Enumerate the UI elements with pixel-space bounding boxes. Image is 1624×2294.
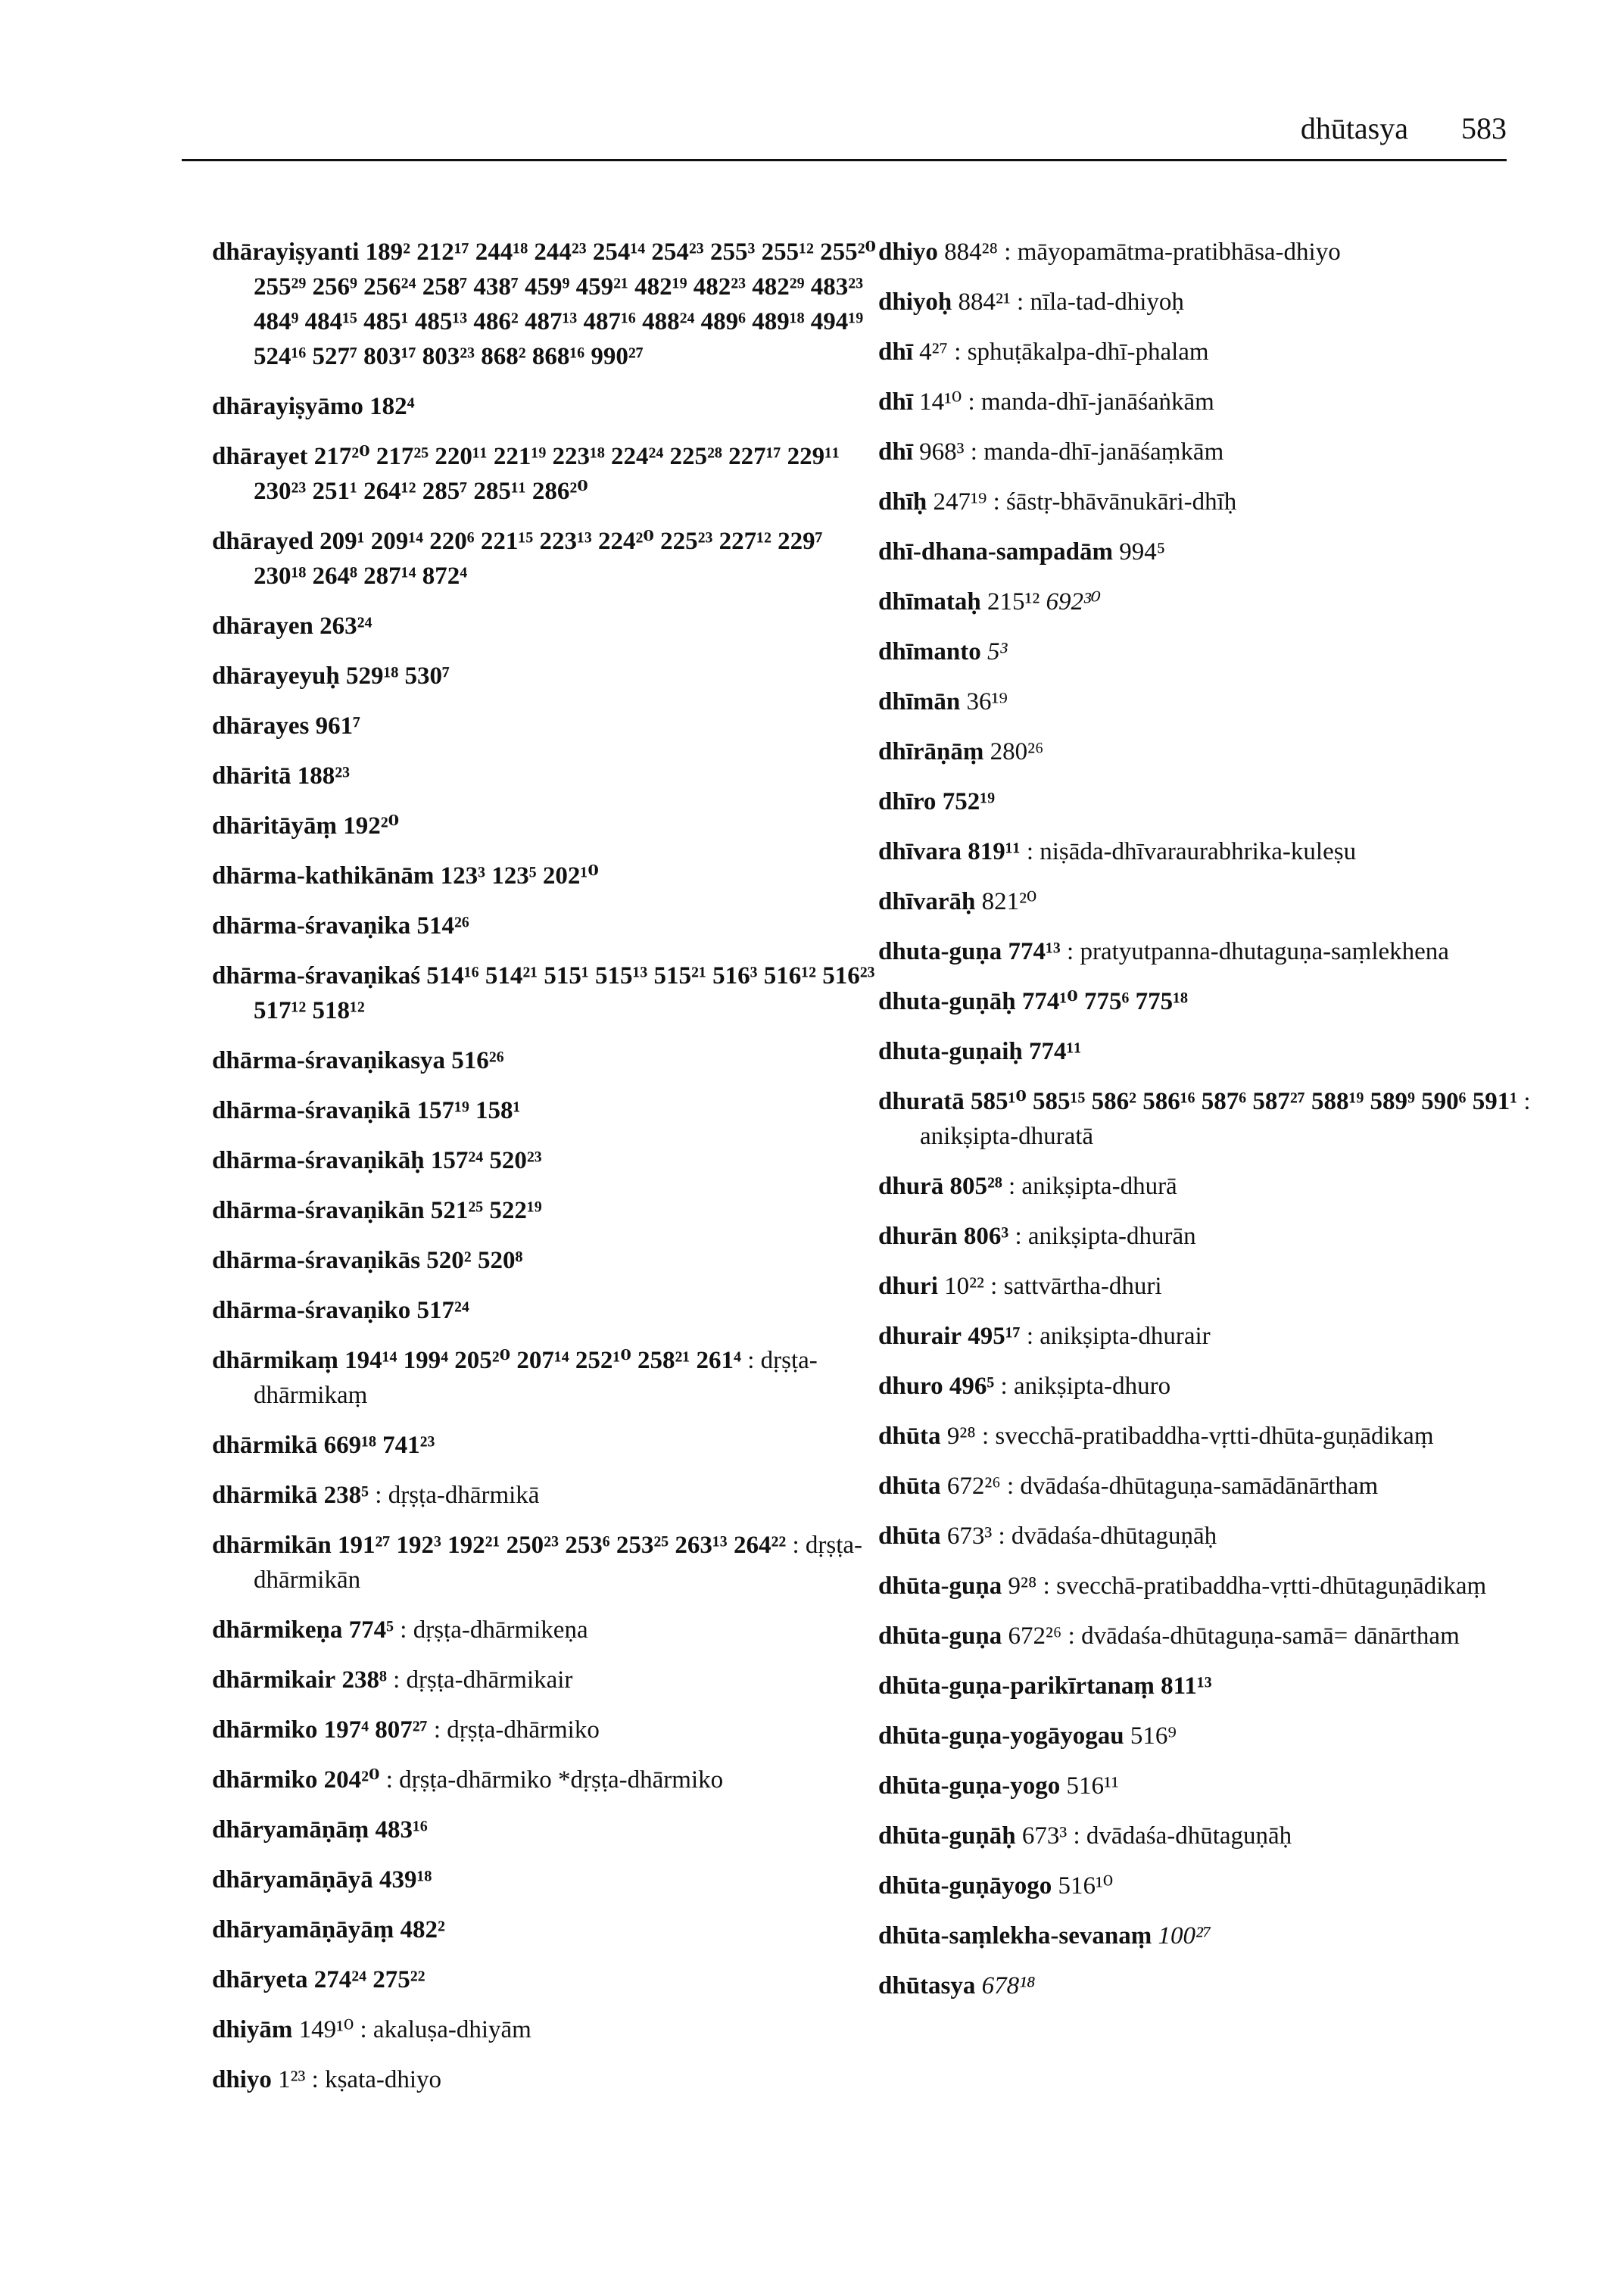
index-entry [212, 1093, 878, 1128]
compound-gloss: : anikṣipta-dhuratā [920, 1088, 1531, 1150]
headword: dhīmanto [878, 638, 981, 665]
page-references: 5³ [987, 638, 1008, 665]
page-references-italic: 692³⁰ [1046, 588, 1102, 616]
headword: dhārma-śravaṇikān [212, 1197, 425, 1224]
page-references: 274²⁴ 275²² [313, 1966, 425, 1993]
page-references: 811¹³ [1161, 1672, 1212, 1700]
compound-gloss: : dvādaśa-dhūtaguṇa-samā= dānārtham [1068, 1622, 1460, 1650]
headword: dhiyo [212, 2066, 272, 2093]
index-entry [878, 335, 1545, 369]
headword: dhīro [878, 788, 937, 815]
index-entry [878, 834, 1545, 869]
index-entry [212, 1613, 878, 1647]
page-references: 496⁵ [949, 1373, 995, 1400]
index-entry [212, 2062, 878, 2097]
page-header [182, 106, 1507, 161]
index-entry [212, 2012, 878, 2047]
page-references: 673³ [946, 1523, 993, 1550]
index-entry [212, 1962, 878, 1997]
page-references: 774¹⁰ 775⁶ 775¹⁸ [1021, 988, 1188, 1015]
page-references: 100²⁷ [1158, 1922, 1212, 1950]
index-entry [878, 984, 1545, 1019]
index-entry [212, 609, 878, 644]
page-references: 204²⁰ [323, 1766, 380, 1794]
index-entry [878, 235, 1545, 270]
page-references: 1²³ [278, 2066, 306, 2093]
compound-gloss: : dṛṣṭa-dhārmikeṇa [400, 1616, 588, 1644]
compound-gloss: : dṛṣṭa-dhārmikān [254, 1532, 863, 1594]
index-entry [878, 385, 1545, 419]
compound-gloss: : dvādaśa-dhūtaguṇāḥ [998, 1523, 1217, 1550]
index-entry [878, 1869, 1545, 1903]
index-entry [212, 1663, 878, 1697]
page-references: 9²⁸ [946, 1423, 976, 1450]
index-entry [212, 1143, 878, 1178]
index-entry [878, 435, 1545, 469]
headword: dhīmān [878, 688, 961, 715]
headword: dhūta [878, 1473, 941, 1500]
page-references: 774¹³ [1008, 938, 1061, 965]
page-references: 819¹¹ [968, 838, 1021, 865]
page-references: 263²⁴ [320, 612, 372, 640]
headword: dhiyoḥ [878, 288, 952, 316]
compound-gloss: : nīla-tad-dhiyoḥ [1017, 288, 1184, 316]
page-references: 961⁷ [315, 712, 360, 740]
headword: dhārma-śravaṇikasya [212, 1047, 446, 1074]
index-entry [212, 709, 878, 743]
headword: dhārmikair [212, 1666, 336, 1694]
headword: dhāryamāṇāṃ [212, 1816, 369, 1844]
compound-gloss: : kṣata-dhiyo [311, 2066, 442, 2093]
headword: dhuratā [878, 1088, 965, 1115]
compound-gloss: : akaluṣa-dhiyām [360, 2016, 531, 2043]
headword: dhīrāṇāṃ [878, 738, 984, 765]
headword: dhuro [878, 1373, 943, 1400]
headword: dhuta-guṇa [878, 938, 1002, 965]
page-references: 669¹⁸ 741²³ [323, 1432, 435, 1459]
index-entry [878, 1419, 1545, 1454]
headword: dhārma-śravaṇikaś [212, 962, 421, 990]
index-entry [878, 1034, 1545, 1069]
headword: dhūta [878, 1523, 941, 1550]
index-entry [878, 934, 1545, 969]
compound-gloss: : dṛṣṭa-dhārmiko *dṛṣṭa-dhārmiko [385, 1766, 724, 1794]
compound-gloss: : anikṣipta-dhurān [1015, 1223, 1196, 1250]
compound-gloss: : sphuṭākalpa-dhī-phalam [954, 338, 1209, 366]
compound-gloss: : anikṣipta-dhuro [1000, 1373, 1171, 1400]
page-references: 10²² [944, 1273, 984, 1300]
index-entry [878, 884, 1545, 919]
headword: dhārma-śravaṇikā [212, 1097, 411, 1124]
page-references: 516²⁶ [451, 1047, 504, 1074]
right-column [878, 235, 1545, 2018]
index-entry [878, 1669, 1545, 1703]
page-references: 482² [400, 1916, 445, 1943]
headword: dhārayiṣyanti [212, 238, 360, 266]
index-entry [878, 535, 1545, 569]
headword: dhūta-guṇāyogo [878, 1872, 1052, 1900]
headword: dhurair [878, 1323, 962, 1350]
page-references: 805²⁸ [949, 1173, 1002, 1200]
page-references: 439¹⁸ [379, 1866, 432, 1893]
index-entry [878, 1918, 1545, 1953]
page-references: 123³ 123⁵ 202¹⁰ [440, 862, 599, 890]
index-entry [878, 634, 1545, 669]
compound-gloss: : māyopamātma-pratibhāsa-dhiyo [1004, 238, 1341, 266]
page-references: 280²⁶ [990, 738, 1044, 765]
headword: dhīmataḥ [878, 588, 981, 616]
headword: dhī-dhana-sampadām [878, 538, 1113, 566]
headword: dhārmiko [212, 1716, 318, 1744]
index-entry [878, 1469, 1545, 1504]
headword: dhārayet [212, 443, 308, 470]
page-references: 821²⁰ [981, 888, 1037, 915]
page-references: 516⁹ [1130, 1722, 1177, 1750]
index-entry [212, 759, 878, 793]
headword: dhūta-guṇa-yogāyogau [878, 1722, 1124, 1750]
index-entry [878, 285, 1545, 319]
index-entry [878, 1619, 1545, 1653]
compound-gloss: : dṛṣṭa-dhārmikaṃ [254, 1347, 818, 1409]
compound-gloss: : manda-dhī-janāśaṃkām [970, 438, 1224, 466]
index-entry [878, 684, 1545, 719]
headword: dhūta [878, 1423, 941, 1450]
index-entry [212, 1043, 878, 1078]
headword: dhārma-kathikānām [212, 862, 435, 890]
index-entry [212, 1812, 878, 1847]
index-entry [212, 1293, 878, 1328]
index-entry [212, 439, 878, 509]
compound-gloss: : svecchā-pratibaddha-vṛtti-dhūtaguṇādikaṃ [1043, 1572, 1487, 1600]
index-entry [878, 1169, 1545, 1204]
headword: dhāritā [212, 762, 291, 790]
page-references: 672²⁶ [946, 1473, 1001, 1500]
left-column [212, 235, 878, 2112]
page-references: 521²⁵ 522¹⁹ [430, 1197, 542, 1224]
headword: dhurā [878, 1173, 944, 1200]
running-head: dhūtasya [1300, 111, 1408, 145]
headword: dhārma-śravaṇikās [212, 1247, 421, 1274]
compound-gloss: : anikṣipta-dhurā [1008, 1173, 1177, 1200]
headword: dhīvarāḥ [878, 888, 976, 915]
headword: dhī [878, 388, 913, 416]
headword: dhārma-śravaṇikāḥ [212, 1147, 425, 1174]
headword: dhārmiko [212, 1766, 318, 1794]
headword: dhārma-śravaṇika [212, 912, 411, 940]
page-references: 673³ [1021, 1822, 1068, 1850]
index-entry [212, 859, 878, 893]
index-entry [212, 909, 878, 943]
page-references: 9²⁸ [1008, 1572, 1037, 1600]
index-entry [878, 1569, 1545, 1604]
index-entry [878, 1319, 1545, 1354]
headword: dhārayes [212, 712, 310, 740]
page-references: 36¹⁹ [966, 688, 1008, 715]
page-references: 968³ [919, 438, 965, 466]
headword: dhāryamāṇāyā [212, 1866, 373, 1893]
headword: dhāryeta [212, 1966, 308, 1993]
index-entry [212, 1478, 878, 1513]
page-references: 884²⁸ [944, 238, 999, 266]
compound-gloss: : dṛṣṭa-dhārmikair [393, 1666, 573, 1694]
page-references: 194¹⁴ 199⁴ 205²⁰ 207¹⁴ 252¹⁰ 258²¹ 261⁴ [344, 1347, 741, 1374]
index-entry [878, 1719, 1545, 1753]
headword: dhārmikaṃ [212, 1347, 338, 1374]
index-entry [212, 1343, 878, 1413]
index-entry [878, 485, 1545, 519]
compound-gloss: : sattvārtha-dhuri [990, 1273, 1162, 1300]
index-entry [212, 809, 878, 843]
index-entry [878, 1269, 1545, 1304]
index-entry [878, 734, 1545, 769]
index-entry [212, 958, 878, 1028]
page-references: 192²⁰ [343, 812, 400, 840]
page-references: 516¹¹ [1066, 1772, 1119, 1800]
page-references: 197⁴ 807²⁷ [323, 1716, 428, 1744]
page-references: 188²³ [297, 762, 351, 790]
compound-gloss: : śāstṛ-bhāvānukāri-dhīḥ [993, 488, 1237, 516]
page-references: 182⁴ [369, 393, 415, 420]
index-entry [878, 1769, 1545, 1803]
headword: dhārayeyuḥ [212, 662, 340, 690]
headword: dhārayed [212, 528, 313, 555]
index-entry [878, 1519, 1545, 1554]
headword: dhārmikā [212, 1432, 318, 1459]
page-references: 157²⁴ 520²³ [430, 1147, 542, 1174]
headword: dhāryamāṇāyāṃ [212, 1916, 394, 1943]
page-references: 520² 520⁸ [426, 1247, 523, 1274]
compound-gloss: : dṛṣṭa-dhārmikā [375, 1482, 540, 1509]
headword: dhīḥ [878, 488, 927, 516]
index-entry [212, 1763, 878, 1797]
index-entry [878, 1219, 1545, 1254]
page-references: 806³ [963, 1223, 1009, 1250]
page-references: 678¹⁸ [981, 1972, 1036, 1999]
page-references: 191²⁷ 192³ 192²¹ 250²³ 253⁶ 253²⁵ 263¹³ 264²² [337, 1532, 787, 1559]
page-references: 514¹⁶ 514²¹ 515¹ 515¹³ 515²¹ 516³ 516¹² 516²³ 517¹² 518¹² [254, 962, 875, 1024]
compound-gloss: : anikṣipta-dhurair [1026, 1323, 1211, 1350]
compound-gloss: : dvādaśa-dhūtaguṇāḥ [1073, 1822, 1292, 1850]
page-references: 157¹⁹ 158¹ [416, 1097, 521, 1124]
headword: dhārayiṣyāmo [212, 393, 363, 420]
headword: dhuta-guṇaiḥ [878, 1038, 1023, 1065]
headword: dhūta-saṃlekha-sevanaṃ [878, 1922, 1152, 1950]
page-references: 752¹⁹ [942, 788, 995, 815]
page-references: 514²⁶ [416, 912, 469, 940]
page-references: 529¹⁸ 530⁷ [345, 662, 450, 690]
page-references: 516¹⁰ [1058, 1872, 1114, 1900]
headword: dhuri [878, 1273, 938, 1300]
page-references: 209¹ 209¹⁴ 220⁶ 221¹⁵ 223¹³ 224²⁰ 225²³ 227¹² 229⁷ 230¹⁸ 264⁸ 287¹⁴ 872⁴ [254, 528, 823, 590]
page-references: 238⁸ [341, 1666, 387, 1694]
page-number: 583 [1461, 111, 1507, 145]
page-references: 672²⁶ [1008, 1622, 1062, 1650]
index-entry [878, 784, 1545, 819]
headword: dhī [878, 438, 913, 466]
headword: dhārmikā [212, 1482, 318, 1509]
index-entry [212, 389, 878, 424]
index-entry [878, 1084, 1545, 1154]
page-references: 189² 212¹⁷ 244¹⁸ 244²³ 254¹⁴ 254²³ 255³ 255¹² 255²⁰ 255²⁹ 256⁹ 256²⁴ 258⁷ 438⁷ 459⁹ 459²¹ 482¹⁹ 482²³ 482²⁹ 483²³ 484⁹ 484¹⁵ 485¹ 485¹³ 486² 487¹³ 487¹⁶ 488²⁴ 489⁶ 489¹⁸ 494¹⁹ 524¹⁶ 527⁷ 803¹⁷ 803²³ 868² 868¹⁶ 990²⁷ [254, 238, 876, 370]
headword: dhārayen [212, 612, 313, 640]
page-references: 14¹⁰ [919, 388, 962, 416]
page-references: 517²⁴ [416, 1297, 469, 1324]
headword: dhurān [878, 1223, 958, 1250]
page-references: 884²¹ [958, 288, 1011, 316]
headword: dhārmikān [212, 1532, 332, 1559]
headword: dhūta-guṇāḥ [878, 1822, 1016, 1850]
headword: dhiyām [212, 2016, 293, 2043]
page-references: 774⁵ [348, 1616, 394, 1644]
headword: dhūta-guṇa [878, 1572, 1002, 1600]
headword: dhuta-guṇāḥ [878, 988, 1016, 1015]
index-entry [212, 1193, 878, 1228]
index-entry [878, 1369, 1545, 1404]
page-references: 4²⁷ [919, 338, 949, 366]
page-references: 215¹² [987, 588, 1040, 616]
headword: dhārmikeṇa [212, 1616, 343, 1644]
compound-gloss: : svecchā-pratibaddha-vṛtti-dhūta-guṇādikaṃ [981, 1423, 1434, 1450]
page-references: 994⁵ [1119, 538, 1166, 566]
headword: dhiyo [878, 238, 938, 266]
index-entry [212, 524, 878, 594]
index-entry [878, 1968, 1545, 2003]
headword: dhūta-guṇa [878, 1622, 1002, 1650]
page-references: 247¹⁹ [933, 488, 987, 516]
index-entry [212, 1912, 878, 1947]
index-entry [212, 1528, 878, 1597]
compound-gloss: : dṛṣṭa-dhārmiko [433, 1716, 600, 1744]
headword: dhīvara [878, 838, 962, 865]
headword: dhūta-guṇa-yogo [878, 1772, 1061, 1800]
headword: dhārma-śravaṇiko [212, 1297, 411, 1324]
index-entry [212, 1428, 878, 1463]
compound-gloss: : manda-dhī-janāśaṅkām [968, 388, 1214, 416]
page-references: 495¹⁷ [968, 1323, 1021, 1350]
headword: dhūtasya [878, 1972, 976, 1999]
headword: dhāritāyāṃ [212, 812, 337, 840]
compound-gloss: : niṣāda-dhīvaraurabhrika-kuleṣu [1026, 838, 1357, 865]
index-entry [212, 1862, 878, 1897]
compound-gloss: : pratyutpanna-dhutaguṇa-saṃlekhena [1067, 938, 1449, 965]
page-references: 217²⁰ 217²⁵ 220¹¹ 221¹⁹ 223¹⁸ 224²⁴ 225²⁸ 227¹⁷ 229¹¹ 230²³ 251¹ 264¹² 285⁷ 285¹¹ 286²⁰ [254, 443, 840, 505]
index-entry [212, 235, 878, 374]
page-references: 774¹¹ [1029, 1038, 1082, 1065]
compound-gloss: : dvādaśa-dhūtaguṇa-samādānārtham [1006, 1473, 1379, 1500]
index-entry [212, 1243, 878, 1278]
page-references: 483¹⁶ [375, 1816, 428, 1844]
index-entry [878, 584, 1545, 619]
page-references: 238⁵ [323, 1482, 369, 1509]
headword: dhūta-guṇa-parikīrtanaṃ [878, 1672, 1155, 1700]
page-references: 149¹⁰ [298, 2016, 354, 2043]
index-entry [878, 1819, 1545, 1853]
page-references: 585¹⁰ 585¹⁵ 586² 586¹⁶ 587⁶ 587²⁷ 588¹⁹ 589⁹ 590⁶ 591¹ [970, 1088, 1518, 1115]
index-entry [212, 1713, 878, 1747]
headword: dhī [878, 338, 913, 366]
index-entry [212, 659, 878, 693]
